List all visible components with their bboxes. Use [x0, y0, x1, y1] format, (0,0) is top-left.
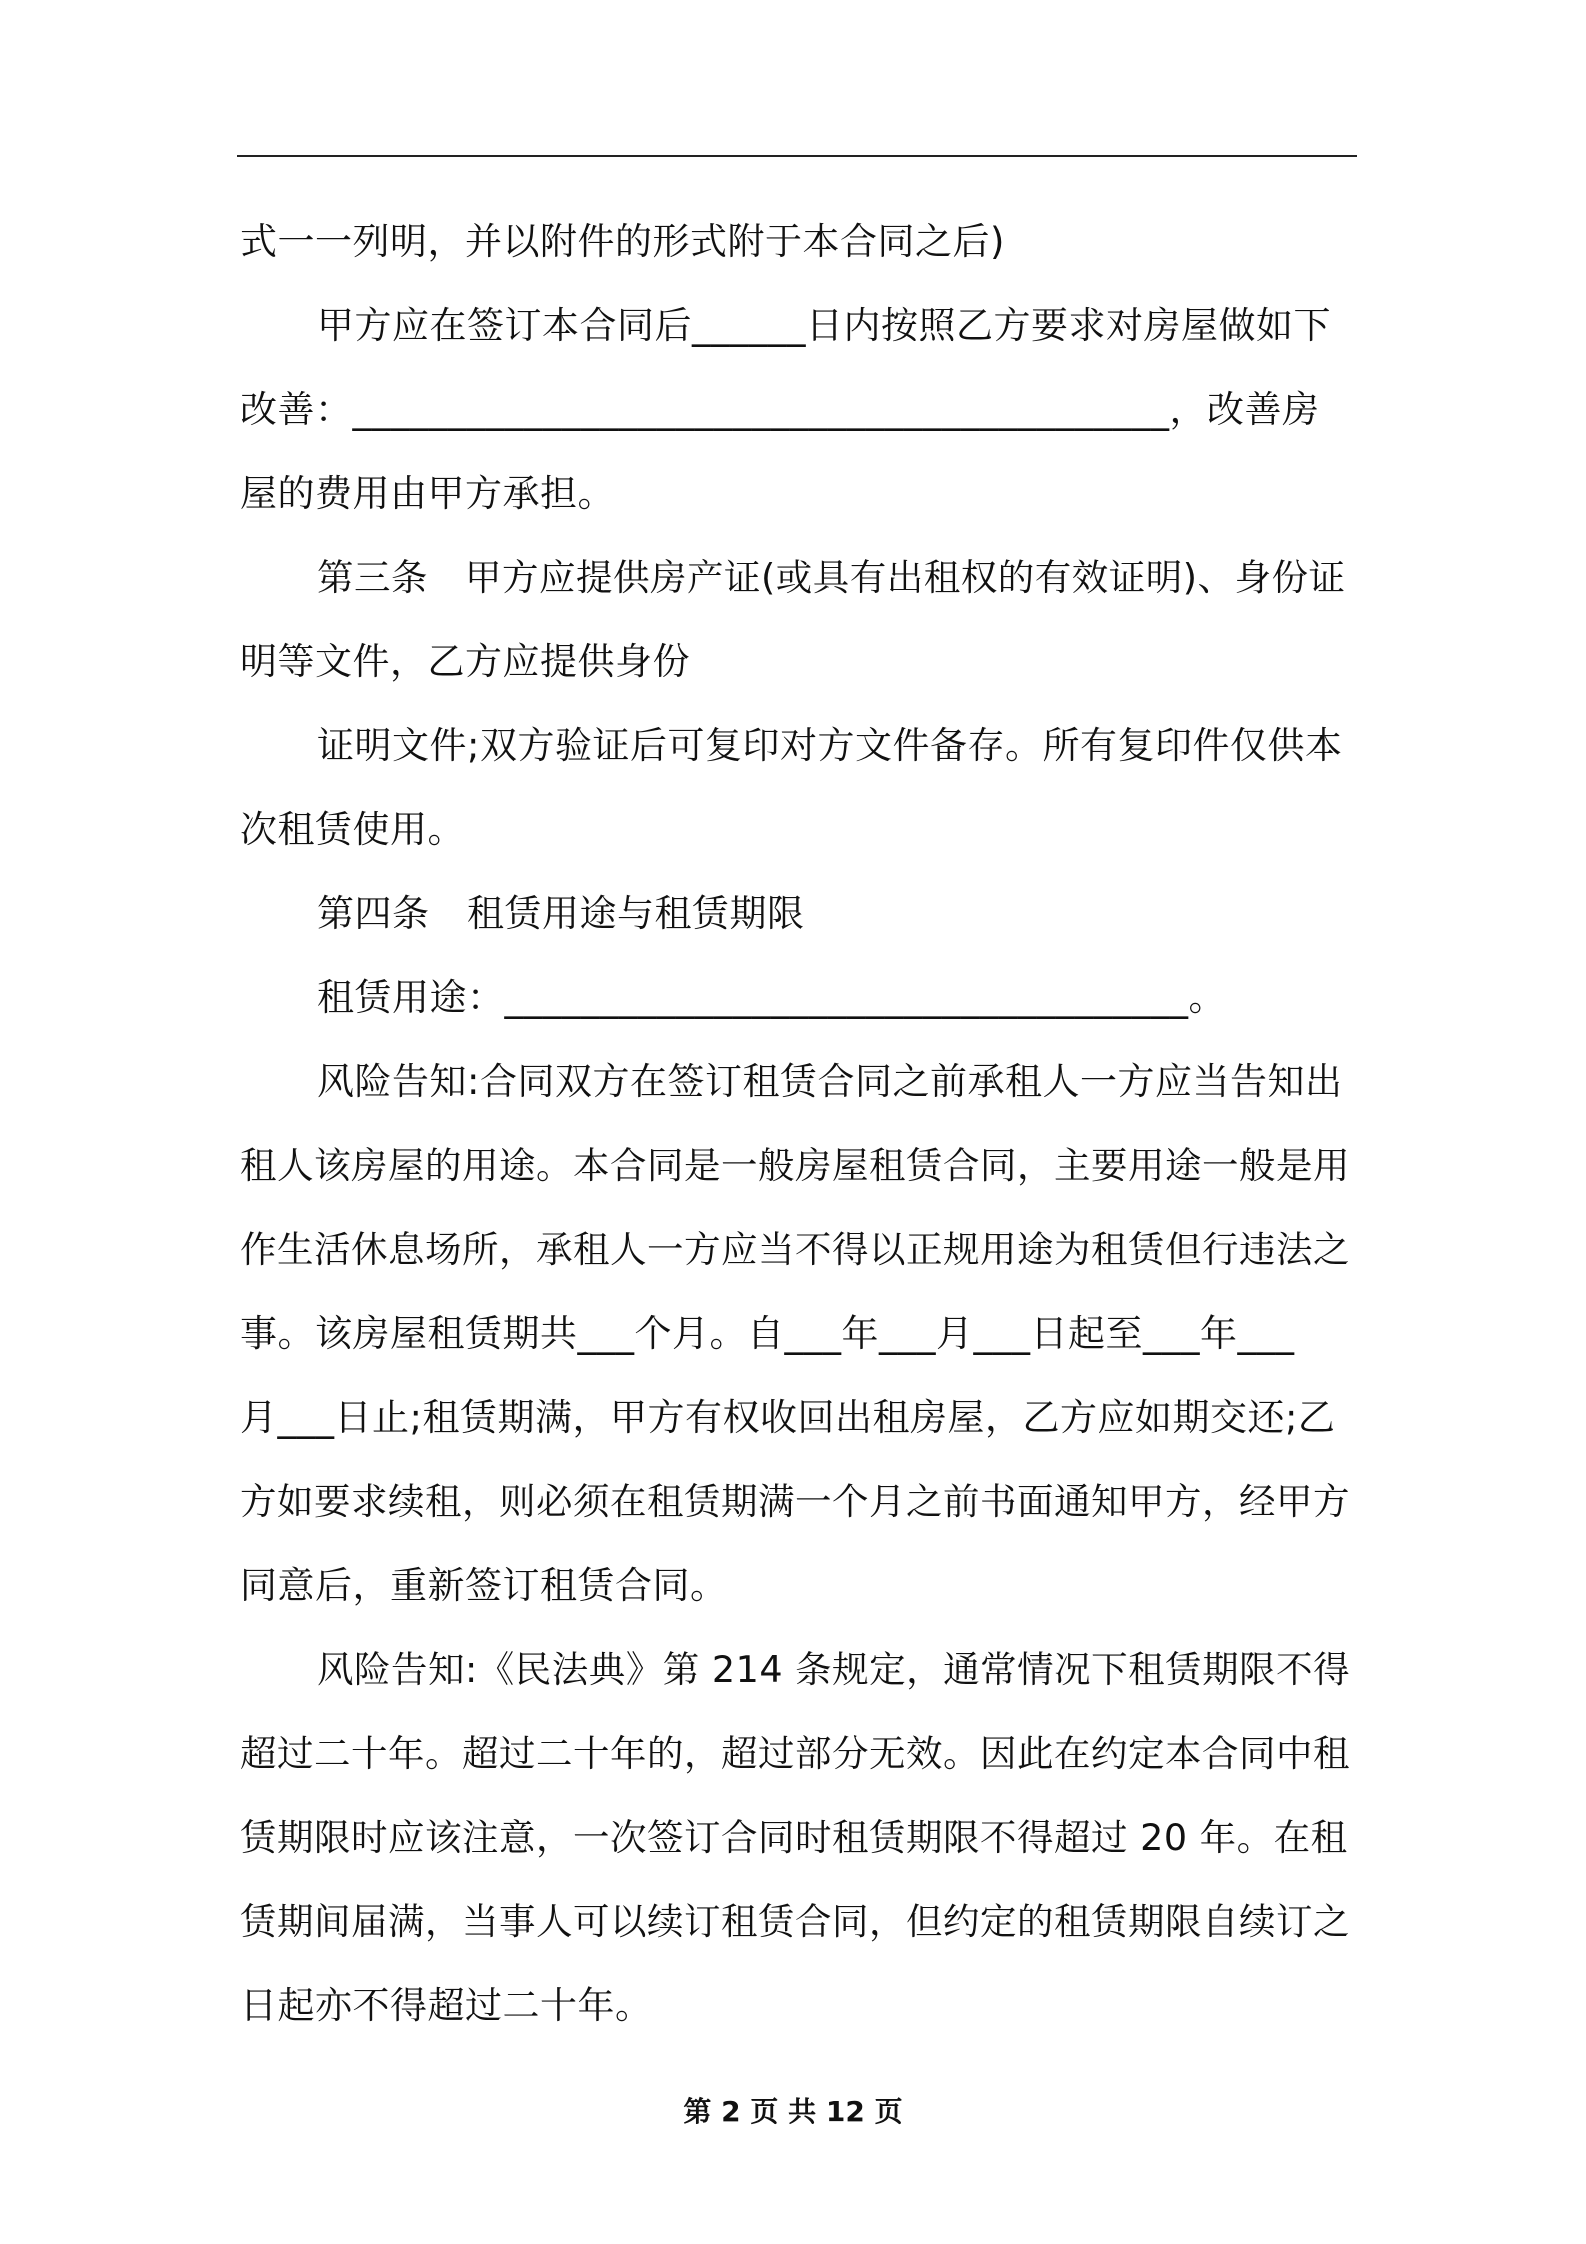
article-4-heading: 第四条 租赁用途与租赁期限 [317, 892, 805, 935]
text-line: 月___日止;租赁期满，甲方有权收回出租房屋，乙方应如期交还;乙 [240, 1396, 1336, 1439]
risk-notice-line: 风险告知:合同双方在签订租赁合同之前承租人一方应当告知出 [317, 1060, 1343, 1103]
text-line: 同意后，重新签订租赁合同。 [240, 1564, 728, 1607]
header-divider [237, 155, 1357, 157]
document-body [240, 200, 1358, 2048]
text-line: 次租赁使用。 [240, 808, 465, 851]
text-line: 赁期间届满，当事人可以续订租赁合同，但约定的租赁期限自续订之 [240, 1900, 1350, 1943]
text-line: 租人该房屋的用途。本合同是一般房屋租赁合同，主要用途一般是用 [240, 1144, 1350, 1187]
text-line: 明等文件，乙方应提供身份 [240, 640, 690, 683]
lease-purpose-field: 租赁用途：____________________________________。 [317, 976, 1226, 1019]
page-number-footer: 第 2 页 共 12 页 [683, 2095, 903, 2128]
text-line: 超过二十年。超过二十年的，超过部分无效。因此在约定本合同中租 [240, 1732, 1350, 1775]
text-line: 式一一列明，并以附件的形式附于本合同之后) [240, 220, 1005, 263]
text-line: 赁期限时应该注意，一次签订合同时租赁期限不得超过 20 年。在租 [240, 1816, 1348, 1859]
text-line: 改善：___________________________________________，改善房 [240, 388, 1320, 431]
text-line: 证明文件;双方验证后可复印对方文件备存。所有复印件仅供本 [317, 724, 1343, 767]
text-line: 日起亦不得超过二十年。 [240, 1984, 653, 2027]
text-line: 方如要求续租，则必须在租赁期满一个月之前书面通知甲方，经甲方 [240, 1480, 1350, 1523]
text-line: 甲方应在签订本合同后______日内按照乙方要求对房屋做如下 [317, 304, 1331, 347]
risk-notice-line: 风险告知:《民法典》第 214 条规定，通常情况下租赁期限不得 [317, 1648, 1351, 1691]
text-line: 作生活休息场所，承租人一方应当不得以正规用途为租赁但行违法之 [240, 1228, 1350, 1271]
article-3-heading-line: 第三条 甲方应提供房产证(或具有出租权的有效证明)、身份证 [317, 556, 1346, 599]
text-line: 屋的费用由甲方承担。 [240, 472, 615, 515]
lease-term-line: 事。该房屋租赁期共___个月。自___年___月___日起至___年___ [240, 1312, 1295, 1355]
